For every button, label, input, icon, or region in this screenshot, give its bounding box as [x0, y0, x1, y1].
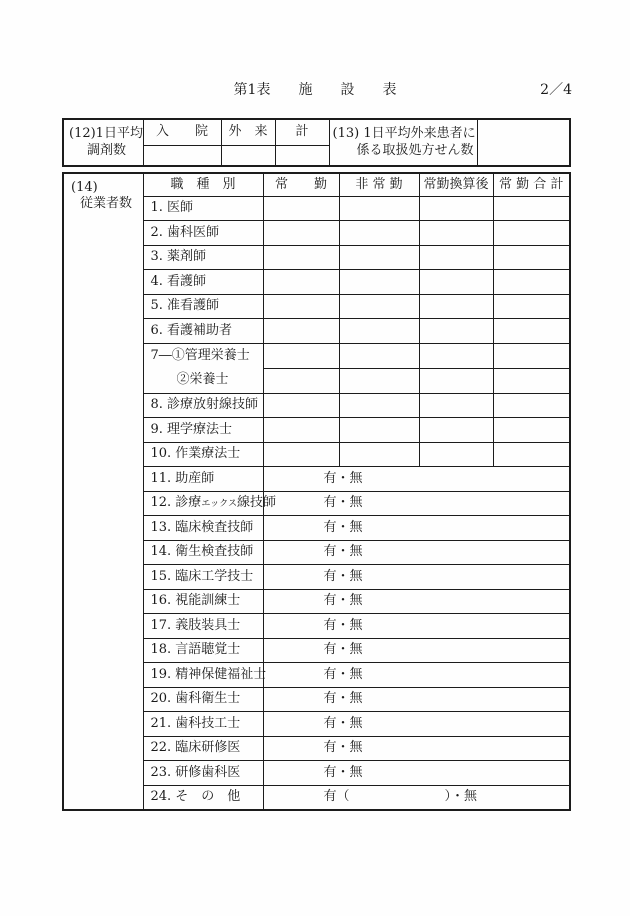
- yes-no-cell[interactable]: 有・無: [263, 491, 570, 516]
- row-label: 6. 看護補助者: [143, 319, 263, 344]
- row-label: 16. 視能訓練士: [143, 589, 263, 614]
- yes-no-other-cell[interactable]: [263, 785, 570, 810]
- row-label: 5. 准看護師: [143, 294, 263, 319]
- yes-no-cell[interactable]: 有・無: [263, 565, 570, 590]
- input-cell-total[interactable]: [493, 294, 570, 319]
- q13-answer-cell[interactable]: [477, 119, 570, 166]
- row-label: 21. 歯科技工士: [143, 712, 263, 737]
- input-cell-fte[interactable]: [419, 221, 493, 246]
- col-header-inpatient: 入 院: [143, 119, 221, 145]
- input-cell-total[interactable]: [493, 418, 570, 443]
- row-label: 4. 看護師: [143, 270, 263, 295]
- input-cell-parttime[interactable]: [339, 368, 419, 393]
- input-cell-parttime[interactable]: [339, 245, 419, 270]
- input-cell-fte[interactable]: [419, 294, 493, 319]
- q13-label-line1: (13) 1日平均外来患者に: [332, 126, 476, 142]
- other-yes-open: 有（: [323, 788, 350, 804]
- page-number: 2／4: [540, 82, 572, 98]
- yes-no-cell[interactable]: 有・無: [263, 663, 570, 688]
- row-label: 11. 助産師: [143, 467, 263, 492]
- input-cell-fte[interactable]: [419, 196, 493, 221]
- input-cell-fulltime[interactable]: [263, 393, 339, 418]
- row-label: 17. 義肢装具士: [143, 614, 263, 639]
- input-cell-fte[interactable]: [419, 343, 493, 368]
- row-label: 3. 薬剤師: [143, 245, 263, 270]
- input-cell-parttime[interactable]: [339, 294, 419, 319]
- input-cell-fte[interactable]: [419, 442, 493, 467]
- input-cell-fte[interactable]: [419, 319, 493, 344]
- q12-total-input-cell[interactable]: [275, 145, 329, 166]
- input-cell-fte[interactable]: [419, 245, 493, 270]
- row-label: 12. 診療エックス線技師: [143, 491, 263, 516]
- input-cell-fulltime[interactable]: [263, 418, 339, 443]
- input-cell-fulltime[interactable]: [263, 245, 339, 270]
- input-cell-parttime[interactable]: [339, 319, 419, 344]
- yes-no-cell[interactable]: 有・無: [263, 761, 570, 786]
- input-cell-fulltime[interactable]: [263, 294, 339, 319]
- q12-q13-table: [62, 118, 571, 167]
- input-cell-fte[interactable]: [419, 393, 493, 418]
- row-label: 13. 臨床検査技師: [143, 516, 263, 541]
- yes-no-cell[interactable]: 有・無: [263, 638, 570, 663]
- input-cell-total[interactable]: [493, 393, 570, 418]
- other-close-no: ）・無: [444, 788, 478, 804]
- input-cell-fte[interactable]: [419, 418, 493, 443]
- row-label: 15. 臨床工学技士: [143, 565, 263, 590]
- input-cell-fulltime[interactable]: [263, 196, 339, 221]
- row-label: 24. そ の 他: [143, 785, 263, 810]
- yes-no-cell[interactable]: 有・無: [263, 614, 570, 639]
- row-label-dietitian: [143, 343, 263, 393]
- col-header-total: 計: [275, 119, 329, 145]
- row-label: 19. 精神保健福祉士: [143, 663, 263, 688]
- yes-no-cell[interactable]: 有・無: [263, 589, 570, 614]
- q12-label-line1: (12)1日平均: [69, 126, 143, 142]
- input-cell-fulltime[interactable]: [263, 343, 339, 368]
- col-header-outpatient: 外 来: [221, 119, 275, 145]
- input-cell-fulltime[interactable]: [263, 319, 339, 344]
- input-cell-fulltime[interactable]: [263, 442, 339, 467]
- q12-outpatient-input-cell[interactable]: [221, 145, 275, 166]
- q12-label-cell: [63, 119, 143, 166]
- input-cell-parttime[interactable]: [339, 393, 419, 418]
- yes-no-cell[interactable]: 有・無: [263, 687, 570, 712]
- col-header-fte: 常勤換算後: [419, 173, 493, 196]
- row-label: 2. 歯科医師: [143, 221, 263, 246]
- row-label: 1. 医師: [143, 196, 263, 221]
- col-header-occupation: 職 種 別: [143, 173, 263, 196]
- row-label: 23. 研修歯科医: [143, 761, 263, 786]
- page-title: 第1表 施 設 表: [233, 82, 397, 98]
- input-cell-total[interactable]: [493, 442, 570, 467]
- q13-label-cell: [329, 119, 477, 166]
- input-cell-total[interactable]: [493, 221, 570, 246]
- input-cell-fulltime[interactable]: [263, 221, 339, 246]
- input-cell-fte[interactable]: [419, 368, 493, 393]
- yes-no-cell[interactable]: 有・無: [263, 712, 570, 737]
- input-cell-parttime[interactable]: [339, 442, 419, 467]
- q14-label-line2: 従業者数: [80, 196, 133, 212]
- row-label: 22. 臨床研修医: [143, 736, 263, 761]
- yes-no-cell[interactable]: 有・無: [263, 736, 570, 761]
- q14-label-cell: [63, 173, 143, 810]
- input-cell-total[interactable]: [493, 245, 570, 270]
- col-header-parttime: 非 常 勤: [339, 173, 419, 196]
- row-label: 8. 診療放射線技師: [143, 393, 263, 418]
- input-cell-total[interactable]: [493, 270, 570, 295]
- input-cell-fulltime[interactable]: [263, 368, 339, 393]
- yes-no-cell[interactable]: 有・無: [263, 516, 570, 541]
- row-label: 9. 理学療法士: [143, 418, 263, 443]
- other-fill-blank[interactable]: [350, 799, 445, 800]
- row-label-line2: ②栄養士: [176, 372, 229, 387]
- yes-no-cell[interactable]: 有・無: [263, 540, 570, 565]
- input-cell-total[interactable]: [493, 319, 570, 344]
- q14-label-line1: (14): [71, 180, 98, 195]
- yes-no-cell[interactable]: 有・無: [263, 467, 570, 492]
- input-cell-parttime[interactable]: [339, 418, 419, 443]
- row-label: 14. 衛生検査技師: [143, 540, 263, 565]
- q12-label-line2: 調剤数: [87, 142, 127, 158]
- input-cell-fte[interactable]: [419, 270, 493, 295]
- input-cell-fulltime[interactable]: [263, 270, 339, 295]
- q12-inpatient-input-cell[interactable]: [143, 145, 221, 166]
- input-cell-total[interactable]: [493, 196, 570, 221]
- input-cell-parttime[interactable]: [339, 196, 419, 221]
- row-label: 20. 歯科衛生士: [143, 687, 263, 712]
- col-header-fulltime: 常 勤: [263, 173, 339, 196]
- input-cell-total[interactable]: [493, 343, 570, 368]
- q13-label-line2: 係る取扱処方せん数: [356, 142, 474, 158]
- input-cell-parttime[interactable]: [339, 343, 419, 368]
- small-kana-text: エックス: [201, 499, 238, 510]
- row-label: 18. 言語聴覚士: [143, 638, 263, 663]
- input-cell-parttime[interactable]: [339, 270, 419, 295]
- page-header: [0, 79, 630, 97]
- col-header-fulltime-total: 常 勤 合 計: [493, 173, 570, 196]
- row-label-line1: 7―①管理栄養士: [150, 347, 250, 363]
- input-cell-parttime[interactable]: [339, 221, 419, 246]
- q14-staff-table: [62, 172, 571, 811]
- input-cell-total[interactable]: [493, 368, 570, 393]
- row-label: 10. 作業療法士: [143, 442, 263, 467]
